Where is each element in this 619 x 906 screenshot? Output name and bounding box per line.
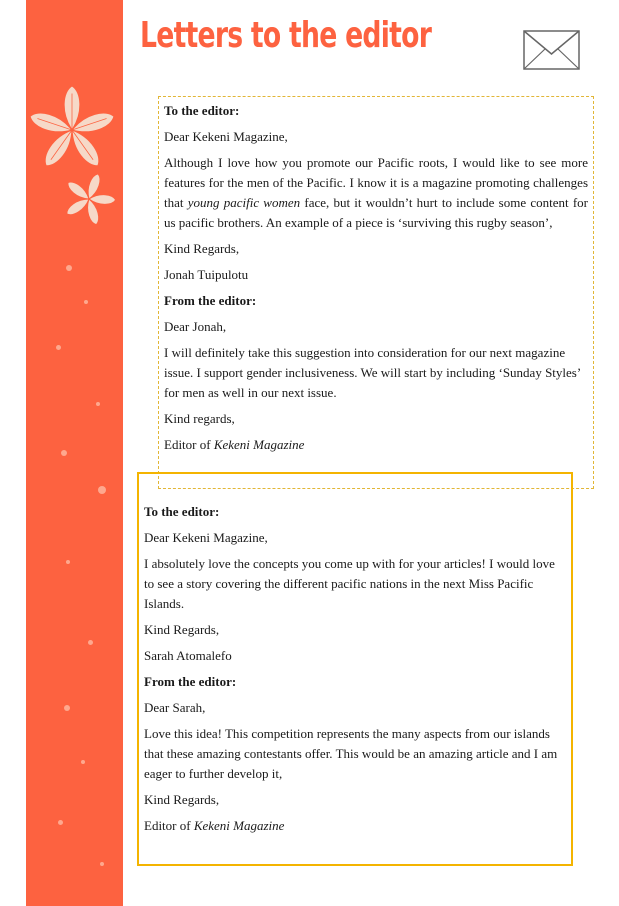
- letter-closing: Kind Regards,: [144, 622, 220, 637]
- decorative-dot: [61, 450, 67, 456]
- letter-box-sarah: [137, 472, 573, 866]
- reply-closing: Kind Regards,: [144, 792, 220, 807]
- letter-body: I absolutely love the concepts you come up with for your articles! I would love to see a story covering the different pacific nations in the next Miss Pacific Islands.: [144, 556, 555, 611]
- decorative-dot: [84, 300, 88, 304]
- letter-signature: Sarah Atomalefo: [144, 648, 232, 663]
- letter-box-jonah: [158, 96, 594, 489]
- decorative-dot: [64, 705, 70, 711]
- decorative-dot: [81, 760, 85, 764]
- decorative-dot: [96, 402, 100, 406]
- from-editor-label: From the editor:: [144, 674, 237, 689]
- to-editor-label: To the editor:: [144, 504, 220, 519]
- decorative-dot: [66, 265, 72, 271]
- reply-signature: [164, 435, 588, 455]
- reply-signature-prefix: Editor of: [164, 437, 214, 452]
- reply-signature-prefix: Editor of: [144, 818, 194, 833]
- decorative-dot: [98, 486, 106, 494]
- letter-greeting: Dear Kekeni Magazine,: [144, 530, 268, 545]
- reply-signature-magazine: Kekeni Magazine: [193, 818, 285, 833]
- hibiscus-flower-icon: [24, 82, 120, 178]
- letter-body: [164, 153, 588, 233]
- to-editor-label: To the editor:: [164, 103, 240, 118]
- envelope-icon: [523, 30, 580, 70]
- hibiscus-flower-icon: [60, 170, 118, 228]
- decorative-dot: [88, 640, 93, 645]
- letter-greeting: Dear Kekeni Magazine,: [164, 129, 288, 144]
- decorative-dot: [66, 560, 70, 564]
- decorative-dot: [56, 345, 61, 350]
- reply-greeting: Dear Jonah,: [164, 319, 227, 334]
- letter-body-emphasis: young pacific women: [187, 195, 301, 210]
- reply-signature: [144, 816, 566, 836]
- from-editor-label: From the editor:: [164, 293, 257, 308]
- page-title: Letters to the editor: [140, 15, 432, 56]
- reply-closing: Kind regards,: [164, 411, 235, 426]
- letter-body-text: face, but it wouldn’t hurt to include some content for us pacific brothers. An example of a piece is ‘surviving this rugby season’,: [164, 195, 588, 230]
- reply-greeting: Dear Sarah,: [144, 700, 206, 715]
- reply-body: I will definitely take this suggestion into consideration for our next magazine issue. I support gender inclusiveness. We will start by including ‘Sunday Styles’ for men as well in our next issue.: [164, 345, 581, 400]
- letter-closing: Kind Regards,: [164, 241, 240, 256]
- letter-signature: Jonah Tuipulotu: [164, 267, 249, 282]
- decorative-dot: [58, 820, 63, 825]
- letter-body-text: Although I love how you promote our Pacific roots, I would like to see more features for the men of the Pacific. I know it is a magazine promoting challenges that: [164, 155, 588, 210]
- reply-signature-magazine: Kekeni Magazine: [213, 437, 305, 452]
- reply-body: Love this idea! This competition represents the many aspects from our islands that these amazing contestants offer. This would be an amazing article and I am eager to further develop it,: [144, 726, 558, 781]
- decorative-dot: [100, 862, 104, 866]
